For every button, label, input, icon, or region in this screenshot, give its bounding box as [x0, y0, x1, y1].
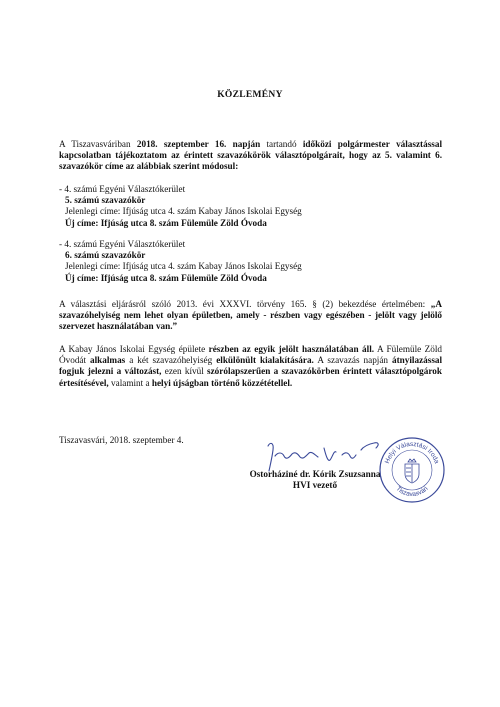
building-text-5: a két szavazóhelyiség: [129, 355, 213, 366]
building-text-1: A Kabay János Iskolai Egység épülete: [59, 344, 206, 354]
svg-text:Tiszavasvári: [395, 485, 430, 498]
building-text-4: alkalmas: [90, 355, 126, 366]
district-header: - 4. számú Egyéni Választókerület: [59, 184, 186, 194]
law-quote: „A szavazóhelyiség nem lehet olyan épületben, amely - részben vagy egészében - jelölt vagy jelölő szervezet használatában van.”: [59, 299, 443, 332]
intro-text-3: választással kapcsolatban tájékoztatom az érintett szavazókörök választópolgárait, hogy az 5. valamint 6. szavazókör címe az alábbiak szerint: [59, 139, 442, 172]
coat-of-arms-icon: [405, 459, 419, 483]
date-line: Tiszavasvári, 2018. szeptember 4.: [59, 435, 184, 445]
current-address: Jelenlegi címe: Ifjúság utca 4. szám Kabay János Iskolai Egység: [65, 206, 302, 217]
intro-text-2: tartandó: [266, 139, 297, 149]
signatory-name: Ostorháziné dr. Kórik Zsuzsanna: [249, 469, 381, 479]
building-paragraph: [59, 344, 442, 389]
building-text-9: ezen kívül: [164, 366, 204, 377]
signatory-role: HVI vezető: [292, 480, 338, 491]
building-text-10: szórólapszerűen a szavazókörben érintett választópolgárok értesítésével,: [59, 366, 442, 388]
intro-paragraph: [59, 139, 442, 173]
law-reference: A választási eljárásról szóló 2013. évi XXXVI. törvény 165. § (2) bekezdése értelmében:: [59, 299, 426, 309]
building-text-11: valamint a: [111, 377, 150, 388]
intro-text-1: A Tiszavasváriban: [59, 139, 131, 149]
district-block-1: [59, 184, 442, 229]
intro-date: 2018. szeptember 16. napján: [136, 139, 261, 149]
building-text-12: helyi újságban történő közzététellel.: [151, 377, 293, 388]
building-text-6: elkülönült kialakítására.: [216, 355, 314, 366]
intro-election-type: időközi polgármester: [302, 139, 390, 149]
building-text-2: részben az egyik jelölt használatában áll.: [208, 344, 375, 354]
new-address: Új címe: Ifjúság utca 8. szám Fülemüle Zöld Óvoda: [65, 272, 267, 283]
signatory-block: [240, 469, 390, 492]
polling-station-name: 5. számú szavazókör: [65, 195, 146, 206]
intro-text-4: módosul:: [202, 161, 239, 172]
building-text-3: A Fülemüle Zöld Óvodát: [59, 344, 442, 366]
district-block-2: [59, 239, 442, 284]
law-paragraph: [59, 299, 442, 333]
page-title: KÖZLEMÉNY: [217, 90, 283, 100]
polling-station-name: 6. számú szavazókör: [65, 250, 146, 261]
current-address: Jelenlegi címe: Ifjúság utca 4. szám Kabay János Iskolai Egység: [65, 261, 302, 272]
district-header: - 4. számú Egyéni Választókerület: [59, 239, 186, 249]
new-address: Új címe: Ifjúság utca 8. szám Fülemüle Zöld Óvoda: [65, 217, 267, 228]
building-text-8: átnyilazással fogjuk jelezni a változást,: [59, 355, 443, 377]
stamp-top-text: Helyi Választási Iroda: [383, 440, 441, 465]
stamp-bottom-text: Tiszavasvári: [394, 485, 430, 499]
building-text-7: A szavazás napján: [317, 355, 389, 366]
